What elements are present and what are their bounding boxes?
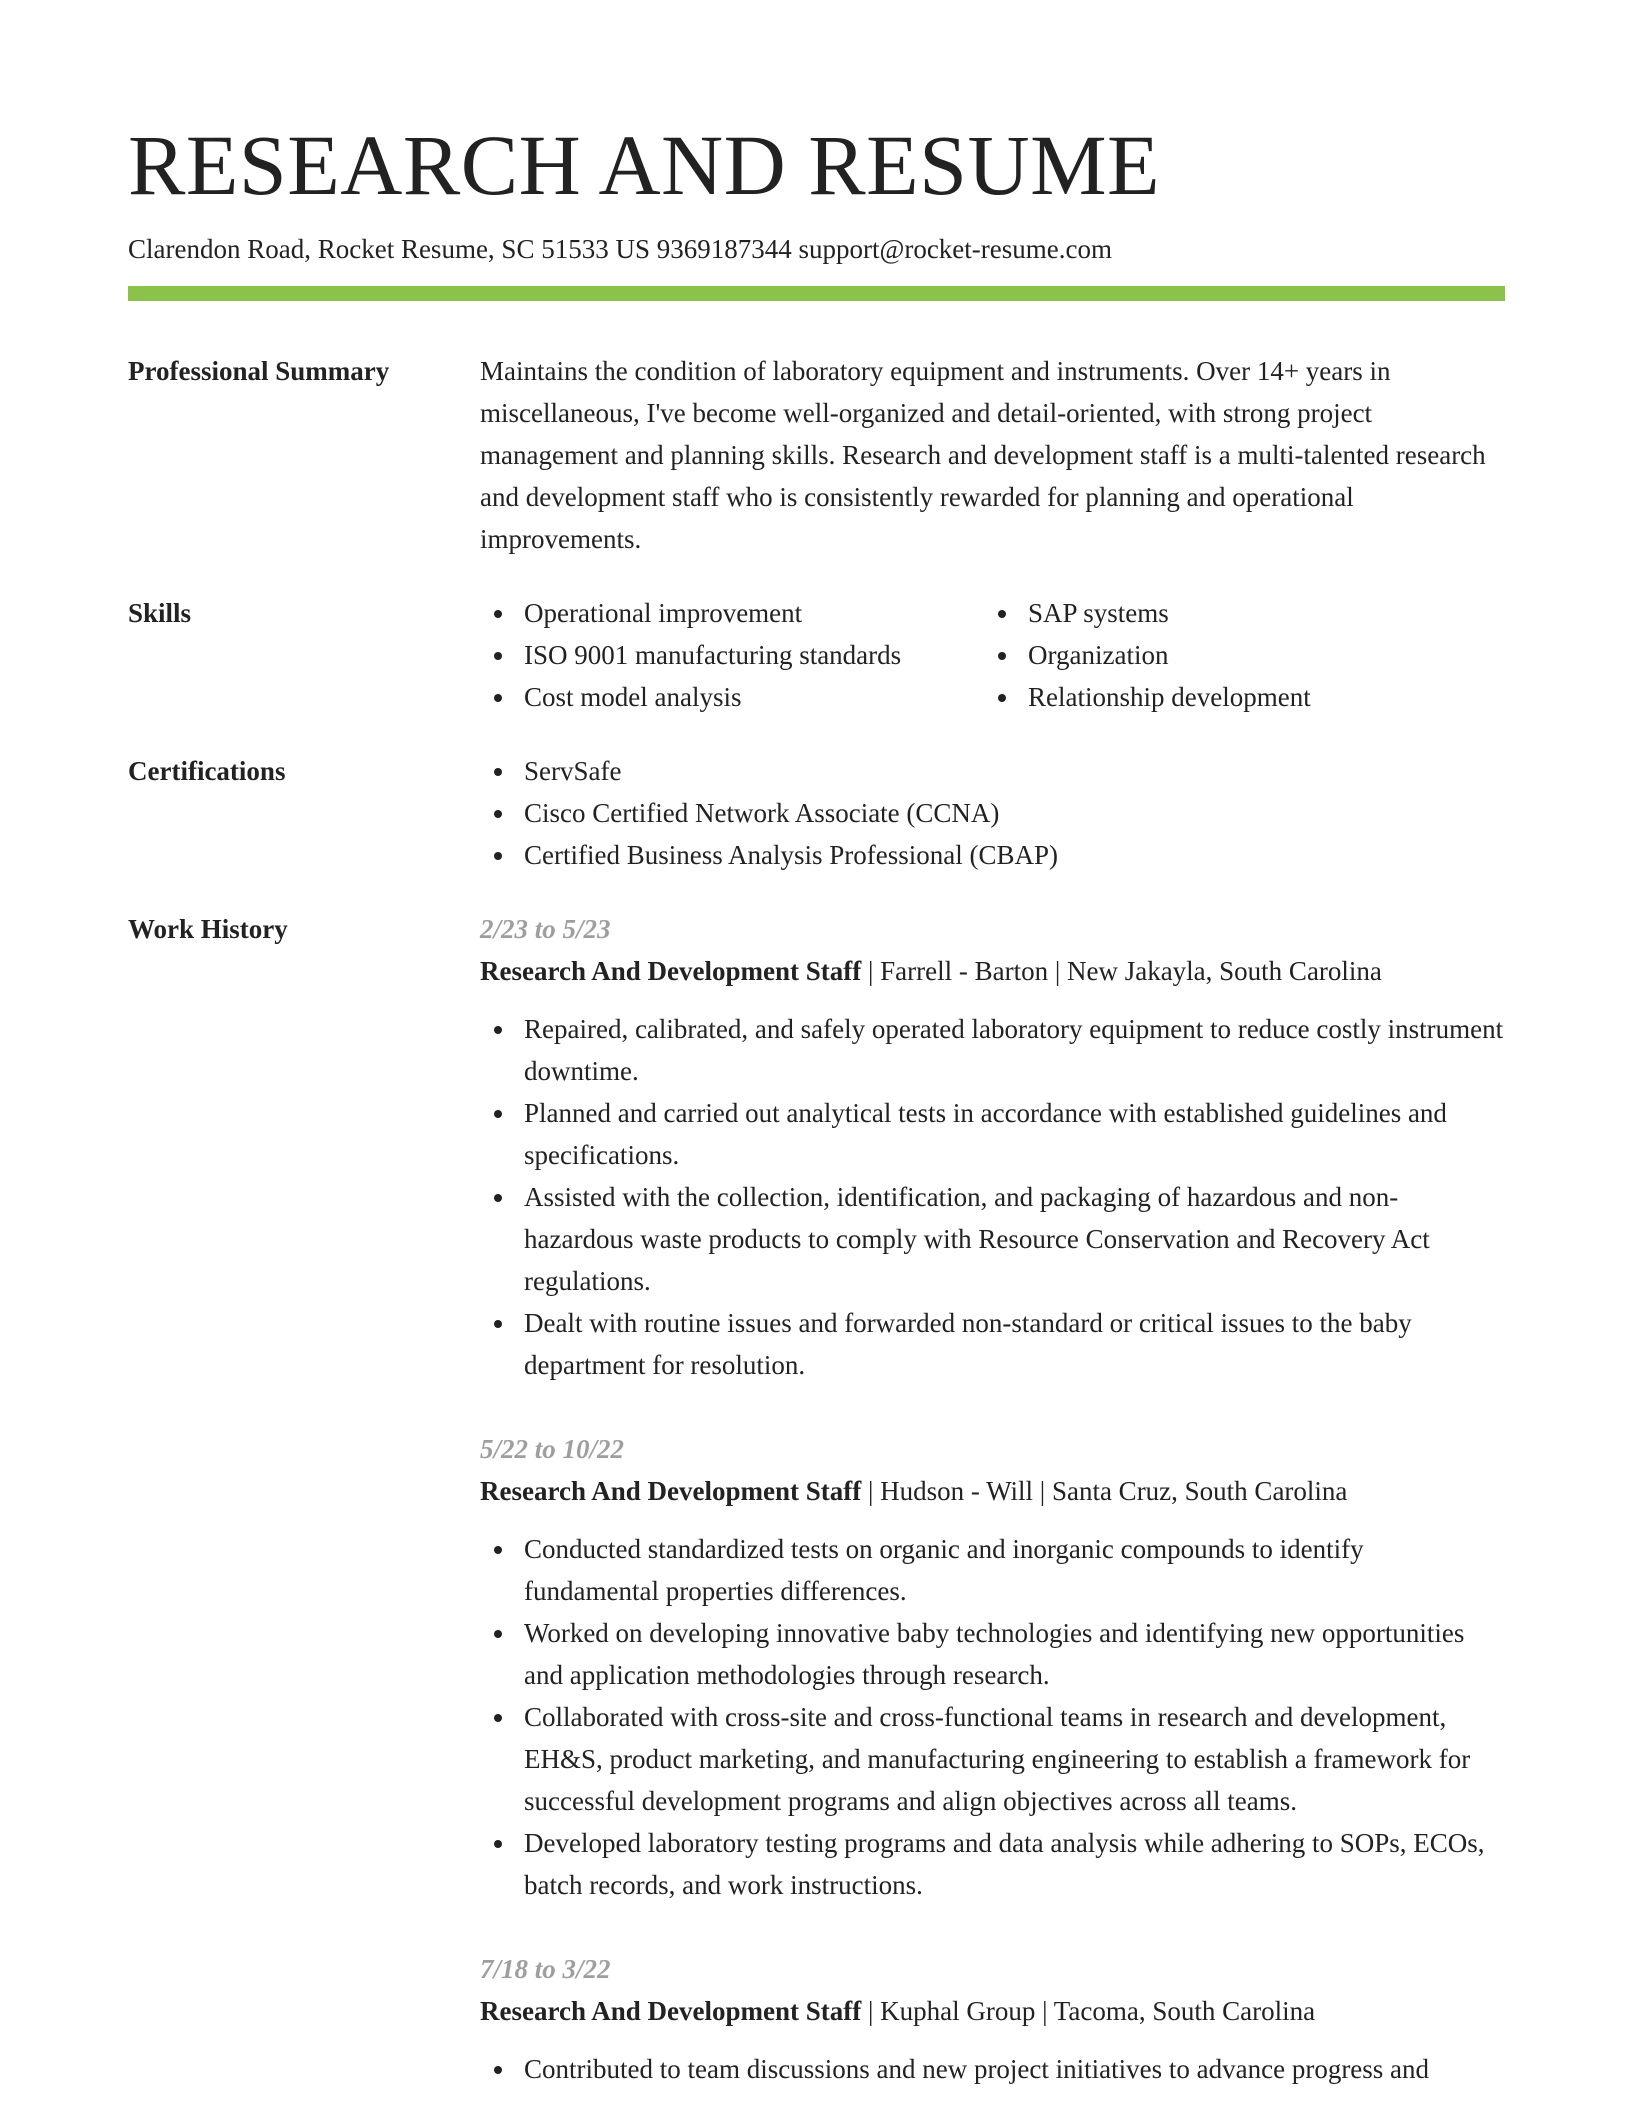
job-bullet: Collaborated with cross-site and cross-functional teams in research and development, EH&S, product marketing, and manufacturing engineering to establish a framework for successful development programs and align objectives across all teams. — [480, 1696, 1505, 1822]
job-title: Research And Development Staff — [480, 956, 862, 986]
summary-heading: Professional Summary — [128, 356, 390, 386]
job-bullet: Planned and carried out analytical tests in accordance with established guidelines and specifications. — [480, 1092, 1505, 1176]
job-bullets — [480, 1528, 1505, 1906]
job-date: 5/22 to 10/22 — [480, 1434, 625, 1464]
work-history-section — [128, 908, 1505, 2112]
skill-item: Organization — [984, 634, 1488, 676]
certifications-section — [128, 750, 1505, 876]
job-details: | Farrell - Barton | New Jakayla, South Carolina — [861, 956, 1382, 986]
certification-item: ServSafe — [480, 750, 1505, 792]
certification-item: Cisco Certified Network Associate (CCNA) — [480, 792, 1505, 834]
job-details: | Hudson - Will | Santa Cruz, South Carolina — [861, 1476, 1348, 1506]
accent-divider — [128, 286, 1505, 301]
job-bullet: Assisted with the collection, identification, and packaging of hazardous and non-hazardous waste products to comply with Resource Conservation and Recovery Act regulations. — [480, 1176, 1505, 1302]
resume-name: RESEARCH AND RESUME — [128, 117, 1161, 213]
skills-column-1 — [480, 592, 984, 718]
job-bullet: Dealt with routine issues and forwarded non-standard or critical issues to the baby department for resolution. — [480, 1302, 1505, 1386]
resume-page — [128, 0, 1505, 2112]
skill-item: Relationship development — [984, 676, 1488, 718]
skills-list — [480, 592, 1505, 718]
job-header — [480, 1990, 1505, 2032]
certifications-heading: Certifications — [128, 756, 286, 786]
job-bullet: Developed laboratory testing programs and data analysis while adhering to SOPs, ECOs, batch records, and work instructions. — [480, 1822, 1505, 1906]
contact-info: Clarendon Road, Rocket Resume, SC 51533 US 9369187344 support@rocket-resume.com — [128, 234, 1112, 264]
skills-heading: Skills — [128, 598, 192, 628]
job-bullets — [480, 1008, 1505, 1386]
job-date: 2/23 to 5/23 — [480, 914, 611, 944]
job-title: Research And Development Staff — [480, 1996, 862, 2026]
summary-text: Maintains the condition of laboratory equipment and instruments. Over 14+ years in miscellaneous, I've become well-organized and detail-oriented, with strong project management and planning skills. Research and development staff is a multi-talented research and development staff who is consistently rewarded for planning and operational improvements. — [480, 356, 1486, 554]
work-history-list — [480, 908, 1505, 2112]
certifications-list — [480, 750, 1505, 876]
job-bullet: Repaired, calibrated, and safely operated laboratory equipment to reduce costly instrument downtime. — [480, 1008, 1505, 1092]
job-entry — [480, 908, 1505, 1386]
certification-item: Certified Business Analysis Professional (CBAP) — [480, 834, 1505, 876]
job-bullet: Contributed to team discussions and new project initiatives to advance progress and — [480, 2048, 1505, 2090]
job-entry — [480, 1428, 1505, 1906]
skill-item: Operational improvement — [480, 592, 984, 634]
skills-section — [128, 592, 1505, 718]
job-bullet: Conducted standardized tests on organic and inorganic compounds to identify fundamental properties differences. — [480, 1528, 1505, 1612]
job-details: | Kuphal Group | Tacoma, South Carolina — [861, 1996, 1316, 2026]
summary-section — [128, 350, 1505, 560]
skill-item: Cost model analysis — [480, 676, 984, 718]
job-entry — [480, 1948, 1505, 2090]
job-title: Research And Development Staff — [480, 1476, 862, 1506]
job-bullets — [480, 2048, 1505, 2090]
job-date: 7/18 to 3/22 — [480, 1954, 611, 1984]
work-history-heading: Work History — [128, 914, 288, 944]
skills-column-2 — [984, 592, 1488, 718]
job-header — [480, 950, 1505, 992]
job-header — [480, 1470, 1505, 1512]
job-bullet: Worked on developing innovative baby technologies and identifying new opportunities and application methodologies through research. — [480, 1612, 1505, 1696]
skill-item: SAP systems — [984, 592, 1488, 634]
resume-content — [128, 350, 1505, 2112]
skill-item: ISO 9001 manufacturing standards — [480, 634, 984, 676]
